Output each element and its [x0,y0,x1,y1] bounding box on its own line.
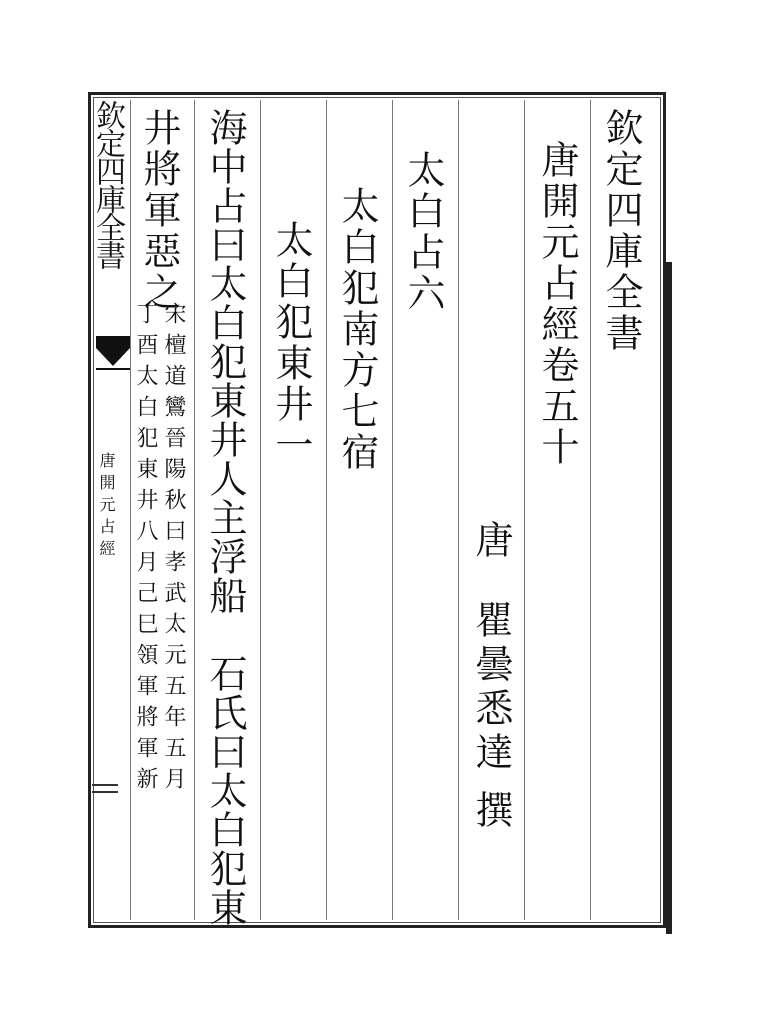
book-title: 唐開元占經卷五十 [535,140,579,468]
column-rule [130,100,131,920]
subheading: 太白犯南方七宿 [335,186,379,473]
column-rule [194,100,195,920]
annotation-line: 宋檀道鸞晉陽秋曰孝武太元五年五月 [161,302,186,798]
margin-header: 欽定四庫全書 [90,100,125,268]
column-rule [260,100,261,920]
annotation-line: 丁酉太白犯東井八月己巳領軍將軍新 [133,302,158,798]
margin-title: 唐開元占經 [97,452,116,562]
column-rule [392,100,393,920]
author-dynasty: 唐 [469,520,513,561]
main-text-line: 海中占曰太白犯東井人主浮船 石氏曰太白犯東 [203,108,247,927]
section-heading: 太白占六 [401,150,445,314]
item-heading: 太白犯東井一 [269,220,313,466]
column-rule [458,100,459,920]
leaf-number-mark [92,784,118,786]
collection-title: 欽定四庫全書 [599,108,643,354]
column-rule [326,100,327,920]
column-rule [590,100,591,920]
book-edge-shadow [666,262,672,934]
leaf-number-mark [92,791,118,793]
author-role: 撰 [469,790,513,831]
author-name: 瞿曇悉達 [469,600,513,776]
column-rule [524,100,525,920]
fish-tail-line [96,368,130,370]
main-text-line-cont: 井將軍惡之 [137,108,181,313]
